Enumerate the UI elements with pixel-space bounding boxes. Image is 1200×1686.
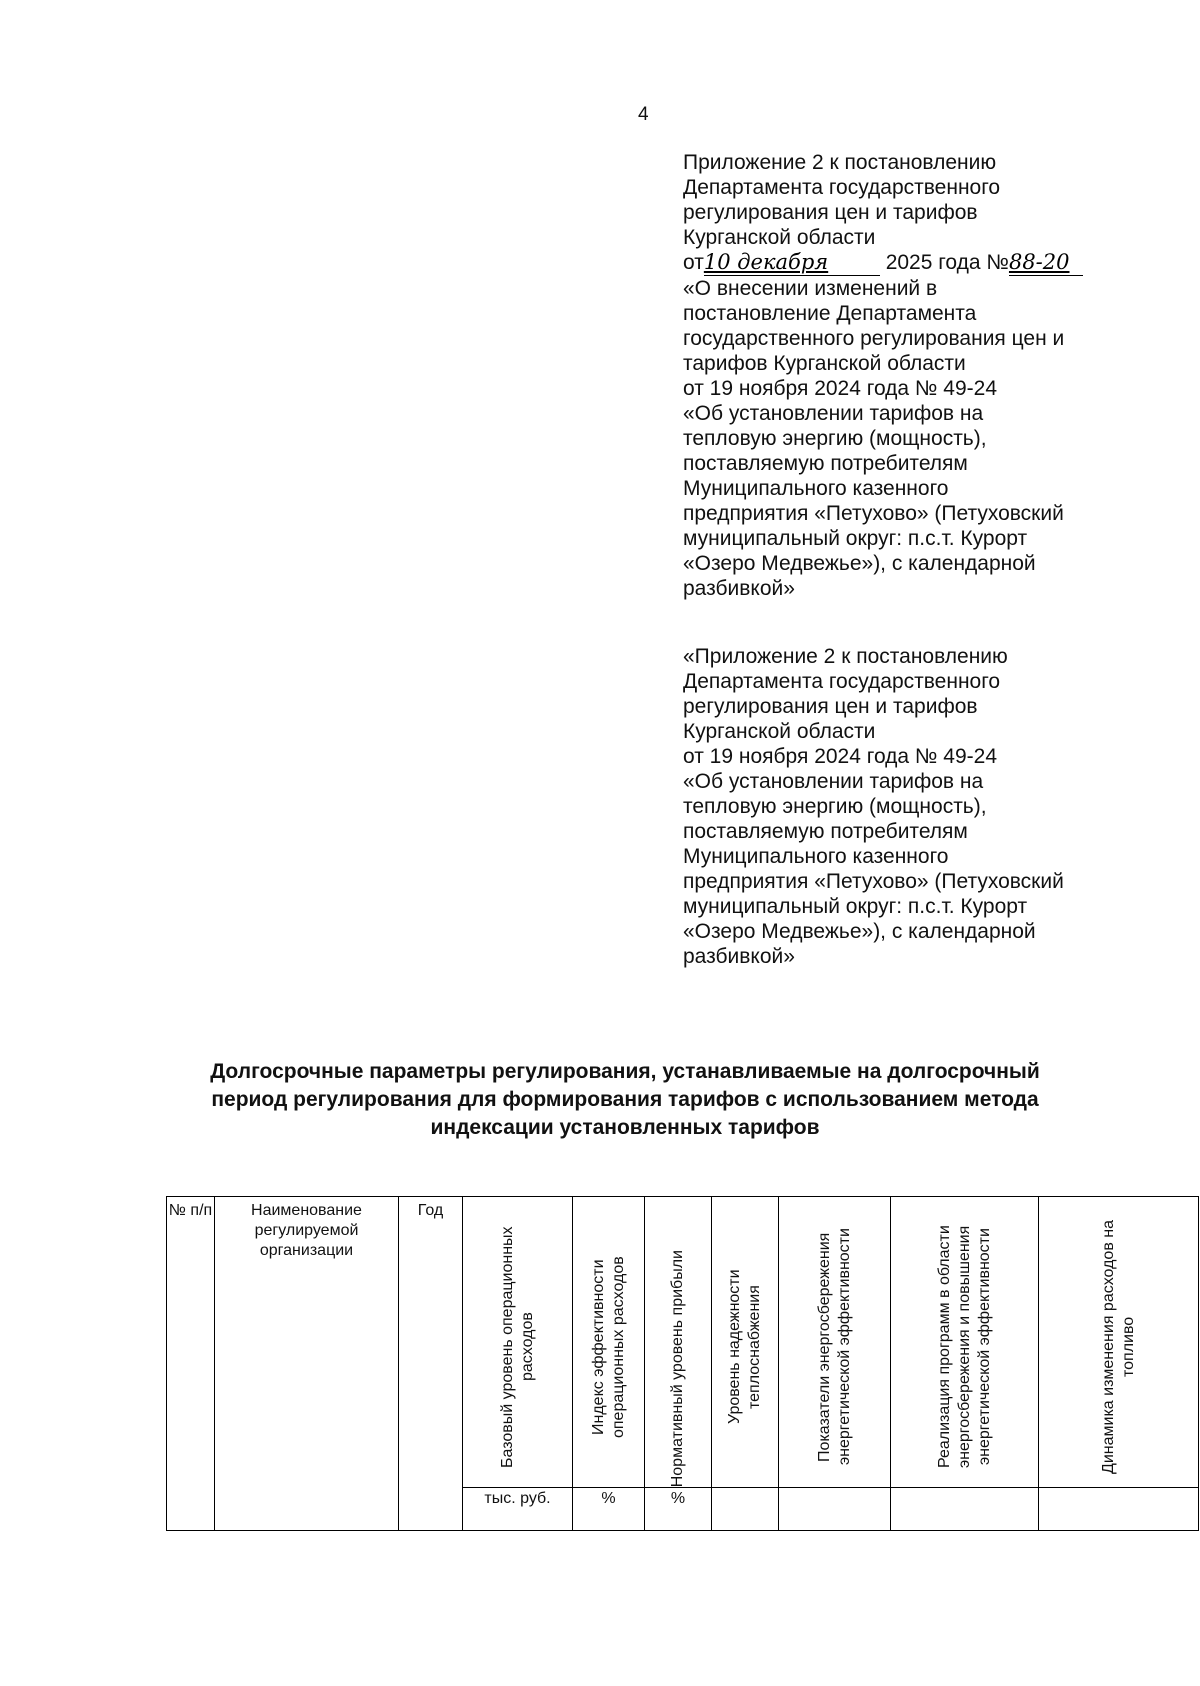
header-text: Показатели энергосбережения энергетической эффективности <box>815 1228 853 1466</box>
table-header-row <box>167 1197 1199 1488</box>
unit-empty <box>712 1488 779 1531</box>
appendix-line: «Озеро Медвежье»), с календарной <box>683 920 1036 943</box>
appendix-line: «Об установлении тарифов на <box>683 402 984 425</box>
appendix-line: разбивкой» <box>683 577 795 600</box>
unit-empty <box>779 1488 891 1531</box>
appendix-line: Департамента государственного <box>683 670 1001 693</box>
appendix-header-amendment <box>683 150 1123 601</box>
number-blank <box>1009 250 1083 276</box>
appendix-header-original <box>683 644 1123 969</box>
appendix-line: поставляемую потребителям <box>683 452 968 475</box>
handwritten-date: 10 декабря <box>703 250 829 274</box>
header-text: Уровень надежности теплоснабжения <box>726 1269 763 1425</box>
header-programs <box>891 1197 1039 1488</box>
unit-empty <box>1039 1488 1199 1531</box>
header-base-level <box>463 1197 573 1488</box>
appendix-line: Курганской области <box>683 720 876 743</box>
header-year: Год <box>399 1197 463 1531</box>
header-energy-saving <box>779 1197 891 1488</box>
header-text: Нормативный уровень прибыли <box>669 1249 686 1487</box>
appendix-line: «Об установлении тарифов на <box>683 770 984 793</box>
title-line: период регулирования для формирования тарифов с использованием метода <box>211 1088 1039 1111</box>
appendix-line: предприятия «Петухово» (Петуховский <box>683 502 1064 525</box>
document-title <box>150 1058 1100 1142</box>
unit-profit: % <box>645 1488 712 1531</box>
parameters-table <box>166 1196 1199 1531</box>
header-number: № п/п <box>167 1197 215 1531</box>
handwritten-number: 88-20 <box>1008 250 1070 274</box>
appendix-line: предприятия «Петухово» (Петуховский <box>683 870 1064 893</box>
appendix-line: «Озеро Медвежье»), с календарной <box>683 552 1036 575</box>
appendix-line: Департамента государственного <box>683 176 1001 199</box>
appendix-line: от 19 ноября 2024 года № 49-24 <box>683 377 997 400</box>
appendix-line: государственного регулирования цен и <box>683 327 1065 350</box>
appendix-line: Курганской области <box>683 226 876 249</box>
header-efficiency-index <box>573 1197 645 1488</box>
header-fuel-dynamics <box>1039 1197 1199 1488</box>
header-text: Индекс эффективности операционных расходов <box>589 1256 627 1438</box>
unit-empty <box>891 1488 1039 1531</box>
appendix-line: тарифов Курганской области <box>683 352 966 375</box>
appendix-line: поставляемую потребителям <box>683 820 968 843</box>
appendix-line: «О внесении изменений в <box>683 277 938 300</box>
appendix-date-line <box>683 250 1123 276</box>
unit-index: % <box>573 1488 645 1531</box>
header-reliability <box>712 1197 779 1488</box>
appendix-line: Приложение 2 к постановлению <box>683 151 997 174</box>
date-prefix: от <box>683 251 704 274</box>
appendix-line: постановление Департамента <box>683 302 977 325</box>
appendix-line: Муниципального казенного <box>683 845 949 868</box>
appendix-line: тепловую энергию (мощность), <box>683 795 987 818</box>
unit-base: тыс. руб. <box>463 1488 573 1531</box>
appendix-line: Муниципального казенного <box>683 477 949 500</box>
appendix-line: от 19 ноября 2024 года № 49-24 <box>683 745 997 768</box>
date-blank <box>704 250 880 276</box>
appendix-line: муниципальный округ: п.с.т. Курорт <box>683 895 1028 918</box>
year-text: 2025 года № <box>885 251 1009 274</box>
appendix-line: тепловую энергию (мощность), <box>683 427 987 450</box>
appendix-line: «Приложение 2 к постановлению <box>683 645 1008 668</box>
appendix-line: регулирования цен и тарифов <box>683 695 978 718</box>
page-number: 4 <box>638 104 649 125</box>
header-text: Реализация программ в области энергосбережения и повышения энергетической эффективности <box>935 1225 993 1469</box>
appendix-line: муниципальный округ: п.с.т. Курорт <box>683 527 1028 550</box>
title-line: Долгосрочные параметры регулирования, устанавливаемые на долгосрочный <box>210 1060 1040 1083</box>
appendix-line: регулирования цен и тарифов <box>683 201 978 224</box>
header-text: Динамика изменения расходов на топливо <box>1099 1220 1137 1475</box>
header-organization: Наименование регулируемой организации <box>215 1197 399 1531</box>
header-profit-level <box>645 1197 712 1488</box>
title-line: индексации установленных тарифов <box>430 1116 820 1139</box>
appendix-line: разбивкой» <box>683 945 795 968</box>
header-text: Базовый уровень операционных расходов <box>498 1226 536 1468</box>
